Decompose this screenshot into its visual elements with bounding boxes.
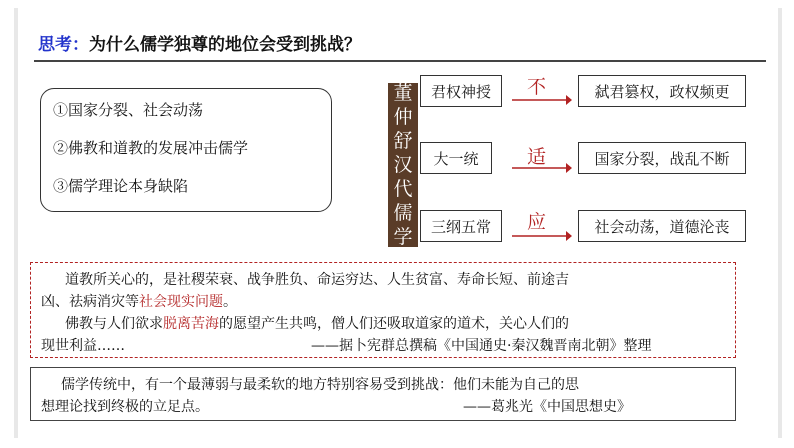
quote-box-taoism-buddhism <box>30 262 736 358</box>
title-divider <box>34 60 766 62</box>
dongzhongshu-label <box>388 83 418 247</box>
quote-text: 。 <box>223 294 237 310</box>
theory-box: 大一统 <box>420 142 492 174</box>
slide-frame-right <box>778 8 782 438</box>
label-char: 仲 <box>393 106 413 128</box>
label-char: 董 <box>393 82 413 104</box>
arrow-icon <box>512 163 572 173</box>
quote-source: ——葛兆光《中国思想史》 <box>463 399 631 415</box>
quote-text: 凶、祛病消灾等 <box>41 294 139 310</box>
result-box: 国家分裂，战乱不断 <box>578 142 746 174</box>
arrow-icon <box>512 95 572 105</box>
think-label: 思考： <box>38 35 89 55</box>
quote-box-confucianism <box>30 367 736 421</box>
theory-box: 三纲五常 <box>420 210 502 242</box>
quote-line: 想理论找到终极的立足点。 <box>41 399 209 415</box>
quote-source: ——据卜宪群总撰稿《中国通史·秦汉魏晋南北朝》整理 <box>311 338 652 354</box>
quote-line: 儒学传统中，有一个最薄弱与最柔软的地方特别容易受到挑战：他们未能为自己的思 <box>61 377 579 393</box>
label-char: 儒 <box>393 202 413 224</box>
quote-line <box>41 291 237 311</box>
quote-line: 道教所关心的，是社稷荣衰、战争胜负、命运穷达、人生贫富、寿命长短、前途吉 <box>65 272 569 288</box>
quote-line: 现世利益…… <box>41 338 125 354</box>
result-box: 社会动荡，道德沦丧 <box>578 210 746 242</box>
highlight-text: 社会现实问题 <box>139 294 223 310</box>
reason-item: ②佛教和道教的发展冲击儒学 <box>53 139 249 157</box>
label-char: 学 <box>393 226 413 248</box>
slide-frame-left <box>14 8 18 438</box>
question-text: 为什么儒学独尊的地位会受到挑战？ <box>89 35 361 55</box>
mark-char: 应 <box>527 211 547 233</box>
arrow-icon <box>512 231 572 241</box>
theory-box: 君权神授 <box>420 75 502 107</box>
label-char: 舒 <box>393 130 413 152</box>
quote-text: 的愿望产生共鸣，僧人们还吸取道家的道术，关心人们的 <box>219 316 569 332</box>
reason-item: ③儒学理论本身缺陷 <box>53 177 189 195</box>
reasons-box <box>40 88 332 212</box>
highlight-text: 脱离苦海 <box>163 316 219 332</box>
page-title <box>38 30 361 55</box>
quote-text: 佛教与人们欲求 <box>65 316 163 332</box>
mark-char: 不 <box>527 76 547 98</box>
mark-char: 适 <box>527 146 547 168</box>
label-char: 代 <box>393 178 413 200</box>
reason-item: ①国家分裂、社会动荡 <box>53 101 204 119</box>
result-box: 弑君篡权，政权频更 <box>578 75 746 107</box>
label-char: 汉 <box>393 154 413 176</box>
quote-line <box>65 313 569 333</box>
